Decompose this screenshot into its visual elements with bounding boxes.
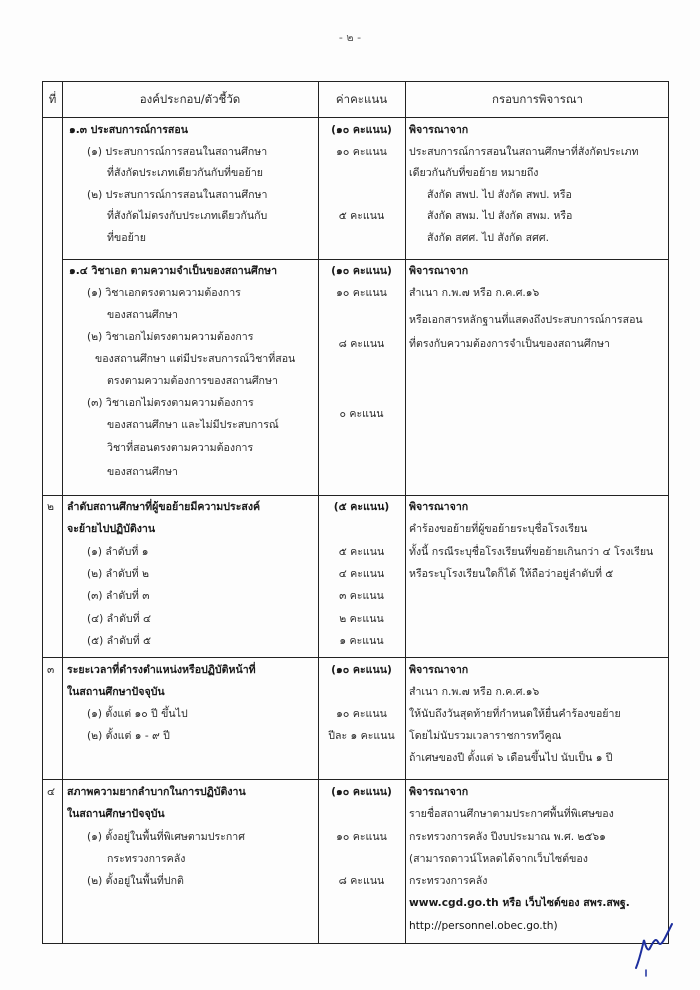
row-item: (๕) ลำดับที่ ๕ (87, 635, 152, 647)
score-total: (๑๐ คะแนน) (331, 786, 392, 798)
criteria-line: หรือระบุโรงเรียนใดก็ได้ ให้ถือว่าอยู่ลำดับที่ ๕ (409, 568, 614, 580)
row-item: (๑) ลำดับที่ ๑ (87, 546, 149, 558)
criteria-line: สำเนา ก.พ.๗ หรือ ก.ค.ศ.๑๖ (409, 686, 540, 698)
score-value: ๕ คะแนน (338, 210, 385, 222)
score-value: ๔ คะแนน (338, 568, 385, 580)
row-title-line2: ในสถานศึกษาปัจจุบัน (67, 808, 165, 820)
row-title: ๑.๔ วิชาเอก ตามความจำเป็นของสถานศึกษา (69, 265, 278, 277)
header-criteria: กรอบการพิจารณา (491, 92, 584, 106)
row-item: ของสถานศึกษา (107, 309, 178, 321)
row-item: (๒) ตั้งอยู่ในพื้นที่ปกติ (87, 875, 184, 887)
row-divider-1-4 (62, 259, 668, 260)
header-no: ที่ (48, 92, 57, 106)
criteria-title: พิจารณาจาก (409, 501, 469, 513)
row-item: (๑) ตั้งอยู่ในพื้นที่พิเศษตามประกาศ (87, 831, 245, 843)
row-item: ที่สังกัดประเภทเดียวกันกับที่ขอย้าย (107, 167, 264, 179)
criteria-line: ทั้งนี้ กรณีระบุชื่อโรงเรียนที่ขอย้ายเกินกว่า ๔ โรงเรียน (409, 546, 654, 558)
row-item: ของสถานศึกษา แต่มีประสบการณ์วิชาที่สอน (95, 353, 296, 365)
criteria-table (42, 81, 669, 944)
row-item: (๔) ลำดับที่ ๔ (87, 613, 152, 625)
row-divider-3 (43, 657, 668, 658)
score-value: ๘ คะแนน (338, 338, 385, 350)
criteria-line: รายชื่อสถานศึกษาตามประกาศพื้นที่พิเศษของ (409, 808, 614, 820)
criteria-line: (สามารถดาวน์โหลดได้จากเว็บไซต์ของ (409, 853, 588, 865)
row-item: กระทรวงการคลัง (107, 853, 186, 865)
score-total: (๑๐ คะแนน) (331, 124, 392, 136)
row-item: ที่สังกัดไม่ตรงกับประเภทเดียวกันกับ (107, 210, 268, 222)
criteria-title: พิจารณาจาก (409, 664, 469, 676)
row-item: ตรงตามความต้องการของสถานศึกษา (107, 375, 278, 387)
score-value: ๑๐ คะแนน (336, 708, 387, 720)
criteria-line: กระทรวงการคลัง (409, 875, 488, 887)
criteria-link-line: http://personnel.obec.go.th) (409, 920, 558, 932)
row-item: (๒) ตั้งแต่ ๑ - ๙ ปี (87, 730, 170, 742)
row-item: ของสถานศึกษา (107, 466, 178, 478)
score-value: ปีละ ๑ คะแนน (328, 730, 395, 742)
signature-initial-icon (628, 918, 678, 978)
criteria-title: พิจารณาจาก (409, 265, 469, 277)
criteria-link-line: www.cgd.go.th หรือ เว็บไซต์ของ สพร.สพฐ. (409, 897, 630, 909)
col-divider-3 (405, 82, 406, 943)
criteria-line: ที่ตรงกับความต้องการจำเป็นของสถานศึกษา (409, 338, 610, 350)
row-item: ของสถานศึกษา และไม่มีประสบการณ์ (107, 419, 279, 431)
criteria-line: สำเนา ก.พ.๗ หรือ ก.ค.ศ.๑๖ (409, 287, 540, 299)
row-item: วิชาที่สอนตรงตามความต้องการ (107, 442, 254, 454)
criteria-line: สังกัด สศศ. ไป สังกัด สศศ. (427, 232, 549, 244)
page-number: - ๒ - (338, 31, 362, 44)
criteria-line: ประสบการณ์การสอนในสถานศึกษาที่สังกัดประเภท (409, 146, 639, 158)
row-item: (๓) วิชาเอกไม่ตรงตามความต้องการ (87, 397, 254, 409)
row-divider-2 (43, 495, 668, 496)
score-value: ๑๐ คะแนน (336, 146, 387, 158)
row-title: สภาพความยากลำบากในการปฏิบัติงาน (67, 786, 246, 798)
criteria-line: เดียวกันกับที่ขอย้าย หมายถึง (409, 167, 539, 179)
header-component: องค์ประกอบ/ตัวชี้วัด (139, 92, 241, 106)
row-title: ลำดับสถานศึกษาที่ผู้ขอย้ายมีความประสงค์ (67, 501, 261, 513)
score-value: ๐ คะแนน (339, 408, 384, 420)
row-divider-4 (43, 779, 668, 780)
score-value: ๓ คะแนน (339, 590, 384, 602)
score-value: ๑๐ คะแนน (336, 831, 387, 843)
score-value: ๘ คะแนน (338, 875, 385, 887)
row-number: ๓ (47, 664, 55, 676)
row-title: ๑.๓ ประสบการณ์การสอน (69, 124, 188, 136)
col-divider-1 (62, 82, 63, 943)
criteria-title: พิจารณาจาก (409, 786, 469, 798)
row-item: (๑) วิชาเอกตรงตามความต้องการ (87, 287, 241, 299)
criteria-line: โดยไม่นับรวมเวลาราชการทวีคูณ (409, 730, 562, 742)
row-item: (๑) ตั้งแต่ ๑๐ ปี ขึ้นไป (87, 708, 188, 720)
row-number: ๔ (47, 786, 56, 798)
criteria-title: พิจารณาจาก (409, 124, 469, 136)
score-value: ๒ คะแนน (339, 613, 384, 625)
criteria-line: หรือเอกสารหลักฐานที่แสดงถึงประสบการณ์การสอน (409, 314, 643, 326)
criteria-line: ให้นับถึงวันสุดท้ายที่กำหนดให้ยื่นคำร้องขอย้าย (409, 708, 621, 720)
criteria-line: สังกัด สพป. ไป สังกัด สพป. หรือ (427, 189, 572, 201)
score-value: ๕ คะแนน (338, 546, 385, 558)
row-title-line2: ในสถานศึกษาปัจจุบัน (67, 686, 165, 698)
criteria-line: สังกัด สพม. ไป สังกัด สพม. หรือ (427, 210, 573, 222)
row-item: (๒) วิชาเอกไม่ตรงตามความต้องการ (87, 331, 254, 343)
row-number: ๒ (47, 501, 54, 513)
criteria-line: กระทรวงการคลัง ปีงบประมาณ พ.ศ. ๒๕๖๑ (409, 831, 606, 843)
criteria-line: คำร้องขอย้ายที่ผู้ขอย้ายระบุชื่อโรงเรียน (409, 523, 588, 535)
score-total: (๑๐ คะแนน) (331, 664, 392, 676)
row-item: (๒) ประสบการณ์การสอนในสถานศึกษา (87, 189, 268, 201)
score-value: ๑๐ คะแนน (336, 287, 387, 299)
criteria-line: ถ้าเศษของปี ตั้งแต่ ๖ เดือนขึ้นไป นับเป็น ๑ ปี (409, 752, 613, 764)
row-title-line2: จะย้ายไปปฏิบัติงาน (67, 523, 156, 535)
header-score: ค่าคะแนน (335, 92, 388, 106)
header-divider (43, 117, 668, 118)
score-total: (๑๐ คะแนน) (331, 265, 392, 277)
row-item: (๒) ลำดับที่ ๒ (87, 568, 149, 580)
row-item: ที่ขอย้าย (107, 232, 146, 244)
score-total: (๕ คะแนน) (333, 501, 390, 513)
row-title: ระยะเวลาที่ดำรงตำแหน่งหรือปฏิบัติหน้าที่ (67, 664, 256, 676)
score-value: ๑ คะแนน (339, 635, 384, 647)
row-item: (๓) ลำดับที่ ๓ (87, 590, 150, 602)
row-item: (๑) ประสบการณ์การสอนในสถานศึกษา (87, 146, 268, 158)
